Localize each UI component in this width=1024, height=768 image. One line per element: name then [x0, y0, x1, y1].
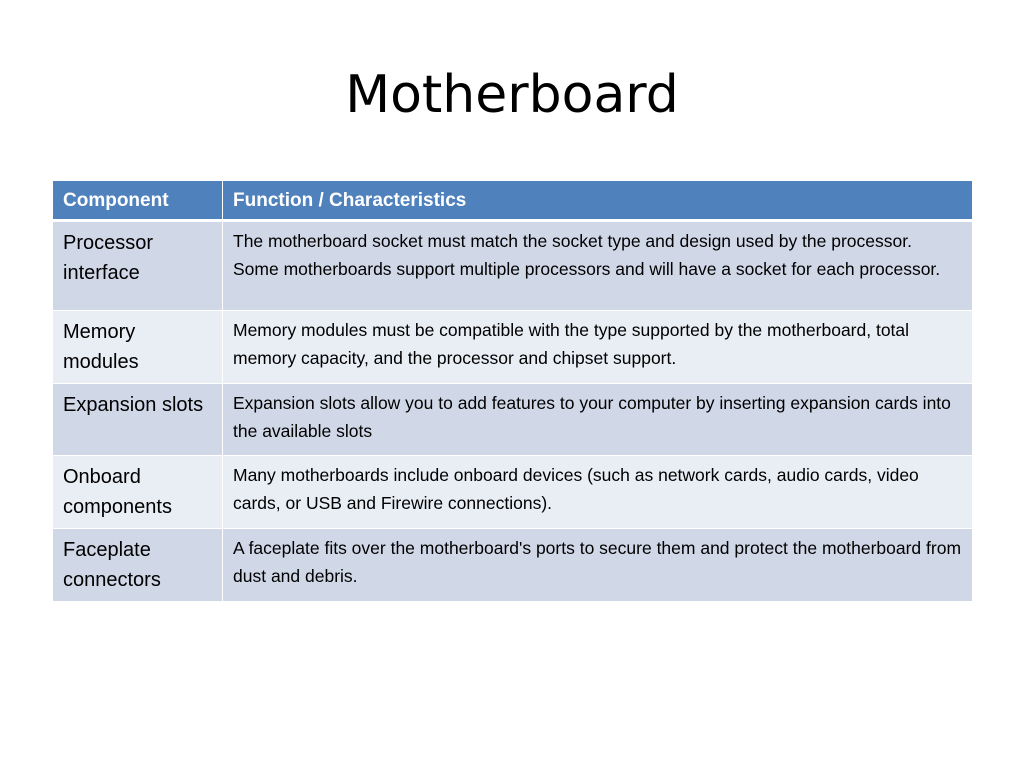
slide-title: Motherboard [345, 65, 679, 125]
row-function-text: Many motherboards include onboard devices (such as network cards, audio cards, video cards, or USB and Firewire connections). [233, 465, 919, 513]
row-component-text: Expansion slots [63, 394, 204, 416]
row-function [223, 529, 973, 602]
row-component [53, 529, 223, 602]
header-function: Function / Characteristics [223, 181, 973, 221]
row-function-text: Expansion slots allow you to add features to your computer by inserting expansion cards into the available slots [233, 393, 951, 441]
row-component-text: Processor interface [63, 232, 154, 284]
row-component [53, 221, 223, 311]
table-row [53, 529, 973, 602]
row-component-text: Memory modules [63, 321, 139, 373]
row-component-text: Onboard components [63, 466, 172, 518]
header-component: Component [53, 181, 223, 221]
row-function-text: A faceplate fits over the motherboard's ports to secure them and protect the motherboard from dust and debris. [233, 538, 962, 586]
table-header-row [53, 181, 973, 221]
row-component [53, 456, 223, 529]
row-function [223, 311, 973, 384]
row-component-text: Faceplate connectors [63, 539, 161, 591]
component-table [52, 180, 973, 602]
component-table-wrapper [52, 180, 972, 602]
table-row [53, 456, 973, 529]
row-function [223, 384, 973, 456]
row-component [53, 384, 223, 456]
row-function [223, 456, 973, 529]
table-row [53, 311, 973, 384]
row-function [223, 221, 973, 311]
row-function-text: Memory modules must be compatible with the type supported by the motherboard, total memory capacity, and the processor and chipset support. [233, 320, 910, 368]
row-component [53, 311, 223, 384]
row-function-text: The motherboard socket must match the socket type and design used by the processor. Some motherboards support multiple processors and will have a socket for each processor. [233, 231, 941, 279]
table-row [53, 221, 973, 311]
table-row [53, 384, 973, 456]
